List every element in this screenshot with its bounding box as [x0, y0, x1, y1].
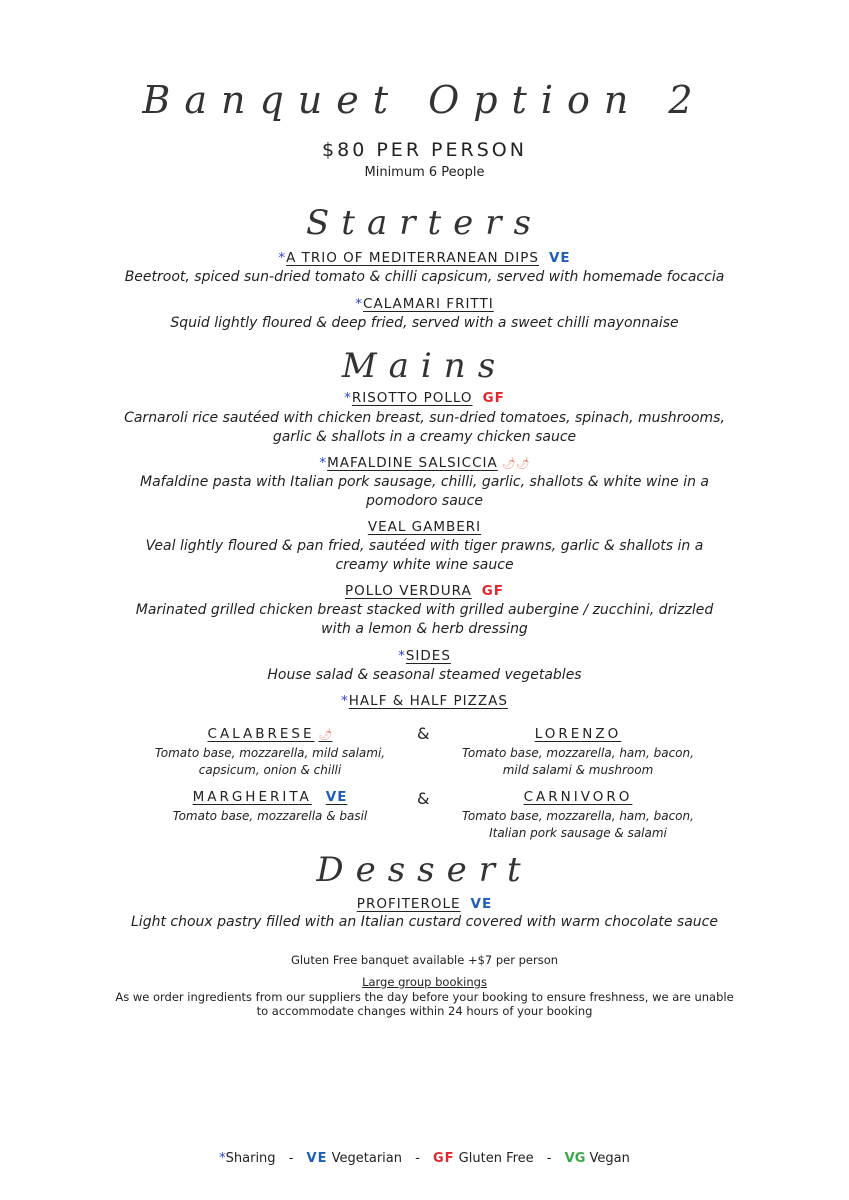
pizza-desc-1: Tomato base, mozzarella & basil	[172, 809, 368, 823]
main-risotto-desc-2: garlic & shallots in a creamy chicken sauce	[272, 429, 577, 445]
sharing-marker: *	[319, 455, 328, 471]
gf-badge: GF	[482, 390, 505, 406]
sides-desc: House salad & seasonal steamed vegetables	[267, 667, 582, 683]
mains-heading: Mains	[341, 346, 508, 386]
legend-vegetarian: Vegetarian	[331, 1151, 402, 1166]
main-pollo-verdura-desc-1: Marinated grilled chicken breast stacked with grilled aubergine / zucchini, drizzled	[135, 602, 714, 618]
sharing-marker: *	[344, 390, 352, 406]
main-mafaldine-desc-2: pomodoro sauce	[366, 493, 483, 509]
pizza-desc-2: capsicum, onion & chilli	[198, 762, 342, 777]
sharing-marker: *	[398, 648, 406, 664]
legend-vegan: Vegan	[589, 1151, 630, 1166]
price-per-person: $80 PER PERSON	[322, 139, 527, 161]
gf-badge: GF	[432, 1151, 455, 1166]
gf-badge: GF	[481, 583, 505, 599]
sharing-marker: *	[219, 1151, 226, 1166]
legend-separator: -	[546, 1151, 552, 1166]
pizza-margherita	[130, 789, 410, 825]
dish-name: PROFITEROLE	[356, 896, 461, 912]
legend-sharing: Sharing	[225, 1151, 276, 1166]
sharing-marker: *	[341, 693, 349, 709]
dish-name: VEAL GAMBERI	[367, 519, 482, 535]
pizza-carnivoro	[438, 789, 718, 841]
ampersand: &	[417, 724, 430, 743]
dietary-legend	[0, 1151, 849, 1166]
chilli-icon: 🌶	[318, 728, 333, 741]
pizza-desc-2: mild salami & mushroom	[502, 762, 654, 777]
dish-name: HALF & HALF PIZZAS	[348, 693, 508, 709]
main-risotto-desc-1: Carnaroli rice sautéed with chicken breast, sun-dried tomatoes, spinach, mushrooms,	[124, 410, 725, 426]
pizza-desc-1: Tomato base, mozzarella, ham, bacon,	[462, 746, 694, 760]
starter-dips-desc: Beetroot, spiced sun-dried tomato & chilli capsicum, served with homemade focaccia	[124, 269, 725, 285]
dish-name: A TRIO OF MEDITERRANEAN DIPS	[286, 250, 539, 266]
vg-badge: VG	[564, 1151, 586, 1166]
main-pollo-verdura-title	[0, 583, 849, 599]
minimum-people: Minimum 6 People	[364, 165, 485, 180]
ve-badge: VE	[470, 896, 493, 912]
pizzas-title	[0, 693, 849, 709]
starter-dips-title	[0, 250, 849, 266]
starter-calamari-title	[0, 296, 849, 312]
ampersand: &	[417, 789, 430, 808]
main-veal-desc-2: creamy white wine sauce	[335, 557, 514, 573]
chilli-icon: 🌶🌶	[501, 457, 530, 470]
pizza-name: CALABRESE 🌶	[207, 726, 333, 742]
gluten-free-note: Gluten Free banquet available +$7 per person	[290, 953, 559, 967]
main-veal-desc-1: Veal lightly floured & pan fried, sautéed with tiger prawns, garlic & shallots in a	[145, 538, 704, 554]
pizza-name: CARNIVORO	[523, 789, 633, 805]
sharing-marker: *	[278, 250, 287, 266]
pizza-name: LORENZO	[534, 726, 622, 742]
starter-calamari-desc: Squid lightly floured & deep fried, served with a sweet chilli mayonnaise	[170, 315, 679, 331]
main-pollo-verdura-desc-2: with a lemon & herb dressing	[321, 621, 528, 637]
legend-separator: -	[288, 1151, 294, 1166]
main-veal-title	[0, 519, 849, 535]
sides-title	[0, 648, 849, 664]
ve-badge: VE	[306, 1151, 328, 1166]
pizza-calabrese	[130, 726, 410, 778]
pizza-name: MARGHERITA VE	[192, 789, 348, 805]
dish-name: POLLO VERDURA	[344, 583, 472, 599]
pizza-desc-1: Tomato base, mozzarella, ham, bacon,	[462, 809, 694, 823]
pizza-lorenzo	[438, 726, 718, 778]
large-group-text-1: As we order ingredients from our suppliers the day before your booking to ensure freshness, we are unable	[115, 990, 734, 1004]
ve-badge: VE	[548, 250, 571, 266]
pizza-desc-1: Tomato base, mozzarella, mild salami,	[154, 746, 386, 760]
dish-name: MAFALDINE SALSICCIA	[327, 455, 498, 471]
pizza-desc-2: Italian pork sausage & salami	[489, 825, 667, 840]
sharing-marker: *	[355, 296, 364, 312]
main-mafaldine-title	[0, 455, 849, 471]
legend-gluten-free: Gluten Free	[458, 1151, 534, 1166]
large-group-text-2: to accommodate changes within 24 hours of your booking	[256, 1004, 593, 1018]
dessert-heading: Dessert	[316, 850, 533, 890]
main-mafaldine-desc-1: Mafaldine pasta with Italian pork sausage, chilli, garlic, shallots & white wine in a	[139, 474, 710, 490]
page-title: Banquet Option 2	[142, 78, 707, 122]
main-risotto-title	[0, 390, 849, 406]
large-group-heading: Large group bookings	[362, 975, 487, 989]
ve-badge: VE	[325, 789, 348, 805]
legend-separator: -	[415, 1151, 420, 1166]
dish-name: SIDES	[405, 648, 451, 664]
dessert-profiterole-desc: Light choux pastry filled with an Italian custard covered with warm chocolate sauce	[131, 914, 718, 930]
dish-name: CALAMARI FRITTI	[363, 296, 494, 312]
starters-heading: Starters	[306, 203, 543, 243]
dish-name: RISOTTO POLLO	[351, 390, 473, 406]
dessert-profiterole-title	[0, 896, 849, 912]
